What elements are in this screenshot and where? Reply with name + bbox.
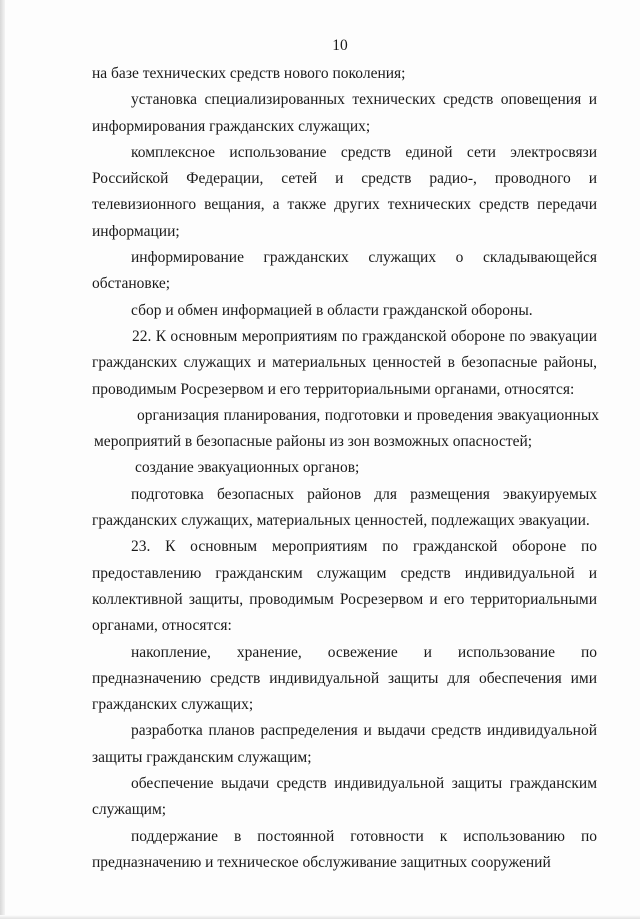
paragraph: информирование гражданских служащих о складывающейся обстановке;	[92, 249, 597, 293]
paragraph: сбор и обмен информацией в области гражданской обороны.	[131, 301, 533, 319]
paragraph: разработка планов распределения и выдачи средств индивидуальной защиты гражданским служащим;	[92, 722, 597, 766]
scan-edge-left	[0, 0, 5, 919]
scan-edge-bottom	[0, 915, 640, 919]
paragraph: поддержание в постоянной готовности к использованию по предназначению и техническое обслуживание защитных сооружений	[92, 827, 597, 871]
numbered-paragraph: 22. К основным мероприятиям по гражданской обороне по эвакуации гражданских служащих и материальных ценностей в безопасные районы, проводимым Росрезервом и его территориальными органами, относятся:	[92, 327, 597, 398]
paragraph: на базе технических средств нового поколения;	[92, 65, 406, 82]
paragraph: создание эвакуационных органов;	[135, 459, 360, 477]
numbered-paragraph: 23. К основным мероприятиям по гражданской обороне по предоставлению гражданским служащим средств индивидуальной и коллективной защиты, проводимым Росрезервом и его территориальными органами, относятся:	[92, 538, 597, 635]
paragraph: накопление, хранение, освежение и использование по предназначению средств индивидуальной защиты для обеспечения ими гражданских служащих;	[92, 643, 597, 714]
paragraph: организация планирования, подготовки и проведения эвакуационных мероприятий в безопасные районы из зон возможных опасностей;	[94, 406, 599, 451]
paragraph: установка специализированных технических средств оповещения и информирования гражданских служащих;	[92, 91, 597, 135]
paragraph: подготовка безопасных районов для размещения эвакуируемых гражданских служащих, материальных ценностей, подлежащих эвакуации.	[92, 485, 597, 530]
paragraph: комплексное использование средств единой сети электросвязи Российской Федерации, сетей и средств радио-, проводного и телевизионного вещания, а также других технических средств передачи информации;	[92, 143, 597, 240]
page-number: 10	[332, 37, 348, 54]
body-text	[92, 61, 597, 876]
paragraph: обеспечение выдачи средств индивидуальной защиты гражданским служащим;	[92, 775, 597, 819]
